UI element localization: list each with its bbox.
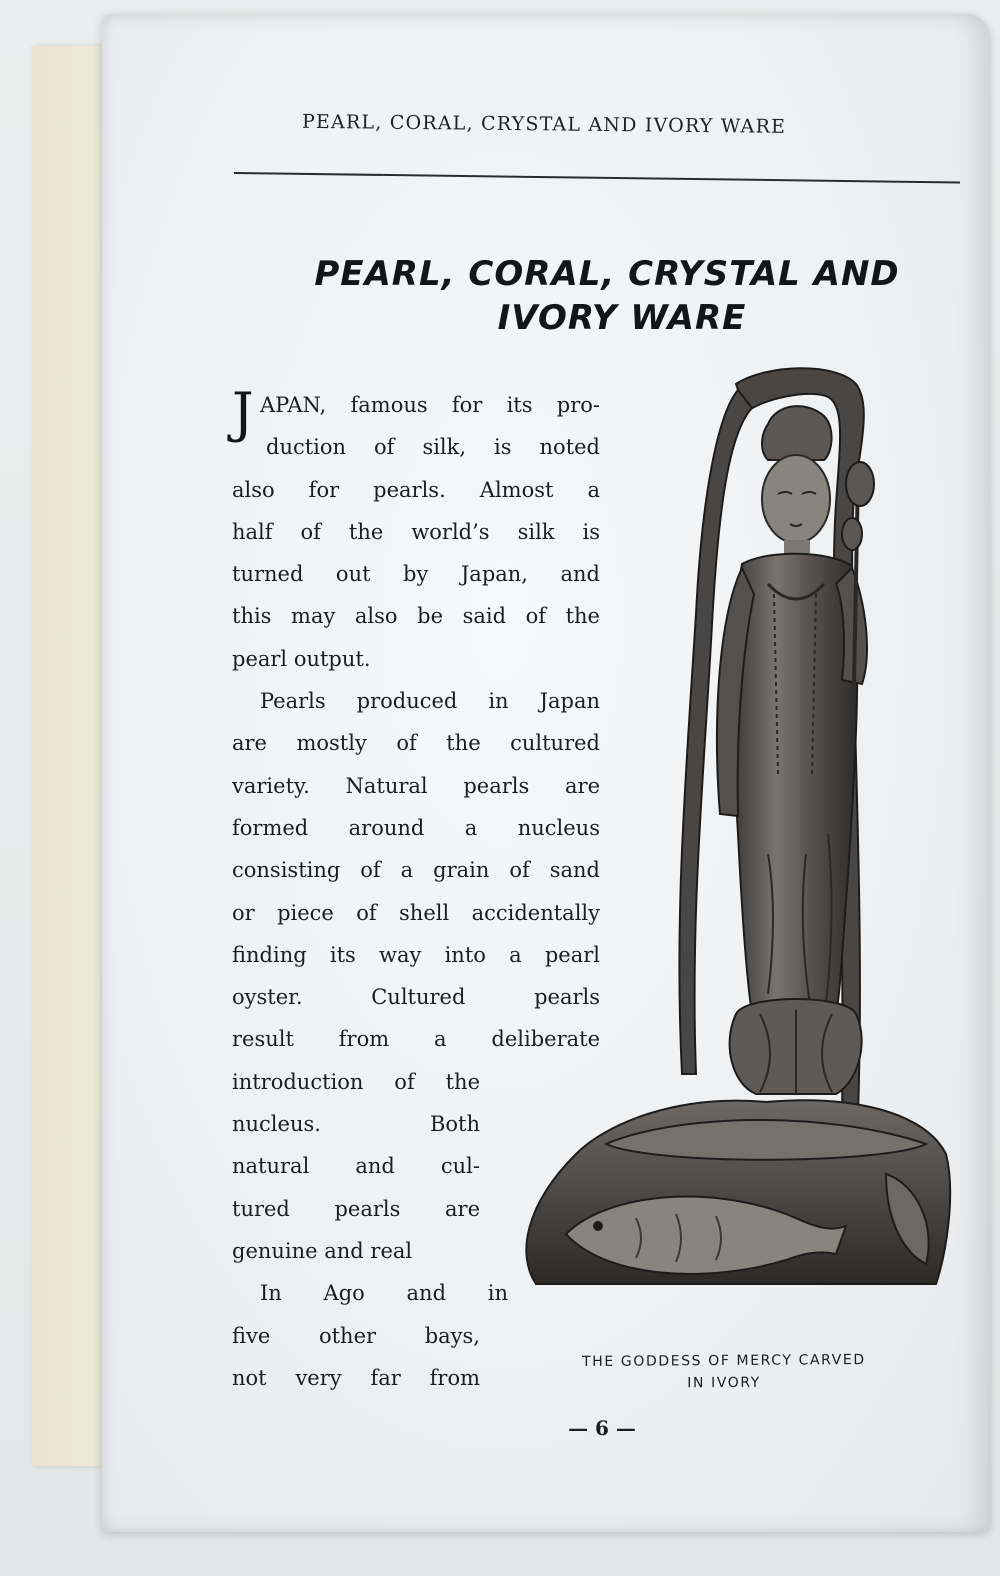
text-line: genuine and real: [232, 1238, 413, 1263]
text-line: formed around a nucleus: [232, 815, 600, 840]
text-line: duction of silk, is noted: [266, 435, 600, 460]
text-line: oyster. Cultured pearls: [232, 985, 600, 1010]
text-line: not very far from: [232, 1365, 480, 1390]
text-line: this may also be said of the: [232, 604, 600, 629]
text-line: pearl output.: [232, 646, 371, 671]
text-line: or piece of shell accidentally: [232, 900, 600, 925]
text-line: five other bays,: [232, 1323, 480, 1348]
title-line-2: IVORY WARE: [497, 298, 747, 338]
text-line: turned out by Japan, and: [232, 562, 600, 587]
goddess-statue-photo: [506, 354, 956, 1314]
text-line: introduction of the: [232, 1069, 480, 1094]
caption-line-2: IN IVORY: [687, 1374, 761, 1392]
text-line: tured pearls are: [232, 1196, 480, 1221]
header-rule: [234, 172, 960, 184]
text-line: are mostly of the cultured: [232, 731, 600, 756]
text-line: finding its way into a pearl: [232, 942, 600, 967]
text-line: result from a deliberate: [232, 1027, 600, 1052]
text-line: half of the world’s silk is: [232, 519, 600, 544]
ivory-statue-illustration: [506, 354, 956, 1314]
text-line: nucleus. Both: [232, 1112, 480, 1137]
title-line-1: PEARL, CORAL, CRYSTAL AND: [314, 254, 900, 294]
figure-caption: [554, 1349, 894, 1395]
drop-cap: J: [232, 381, 254, 444]
text-line: variety. Natural pearls are: [232, 773, 600, 798]
caption-line-1: THE GODDESS OF MERCY CARVED: [582, 1352, 866, 1370]
running-head: PEARL, CORAL, CRYSTAL AND IVORY WARE: [301, 110, 787, 138]
text-line: Pearls produced in Japan: [260, 689, 600, 714]
text-line: natural and cul-: [232, 1154, 480, 1179]
page-title: [302, 252, 902, 340]
text-line: APAN, famous for its pro-: [260, 393, 600, 417]
text-line: also for pearls. Almost a: [232, 477, 600, 502]
booklet-page: [102, 14, 990, 1532]
page-number: — 6 —: [568, 1416, 636, 1440]
text-line: In Ago and in: [260, 1281, 508, 1306]
text-line: consisting of a grain of sand: [232, 858, 600, 883]
